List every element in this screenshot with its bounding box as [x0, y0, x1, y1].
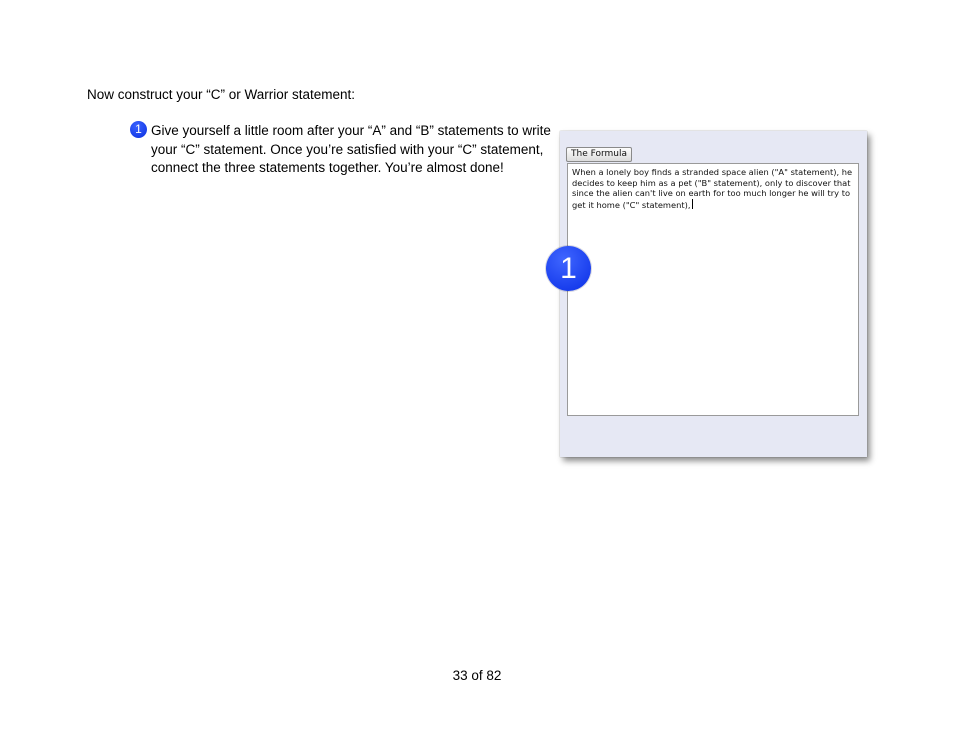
formula-window [560, 131, 867, 457]
formula-text: When a lonely boy finds a stranded space alien ("A" statement), he decides to keep him as a pet ("B" statement), only to discover that since the alien can't live on earth for too much longer he will try to get it home ("C" statement), [572, 167, 853, 211]
text-cursor [692, 199, 693, 209]
intro-text: Now construct your “C” or Warrior statement: [87, 87, 356, 102]
page-number: 33 of 82 [452, 668, 502, 683]
step-number-badge: 1 [130, 121, 147, 138]
callout-badge: 1 [546, 246, 591, 291]
step-instruction-text: Give yourself a little room after your “A” and “B” statements to write your “C” statement. Once you’re satisfied with your “C” statement, connect the three statements together. You’re almost done! [151, 123, 551, 175]
formula-text-area[interactable] [567, 163, 859, 416]
tab-the-formula[interactable]: The Formula [566, 147, 632, 162]
